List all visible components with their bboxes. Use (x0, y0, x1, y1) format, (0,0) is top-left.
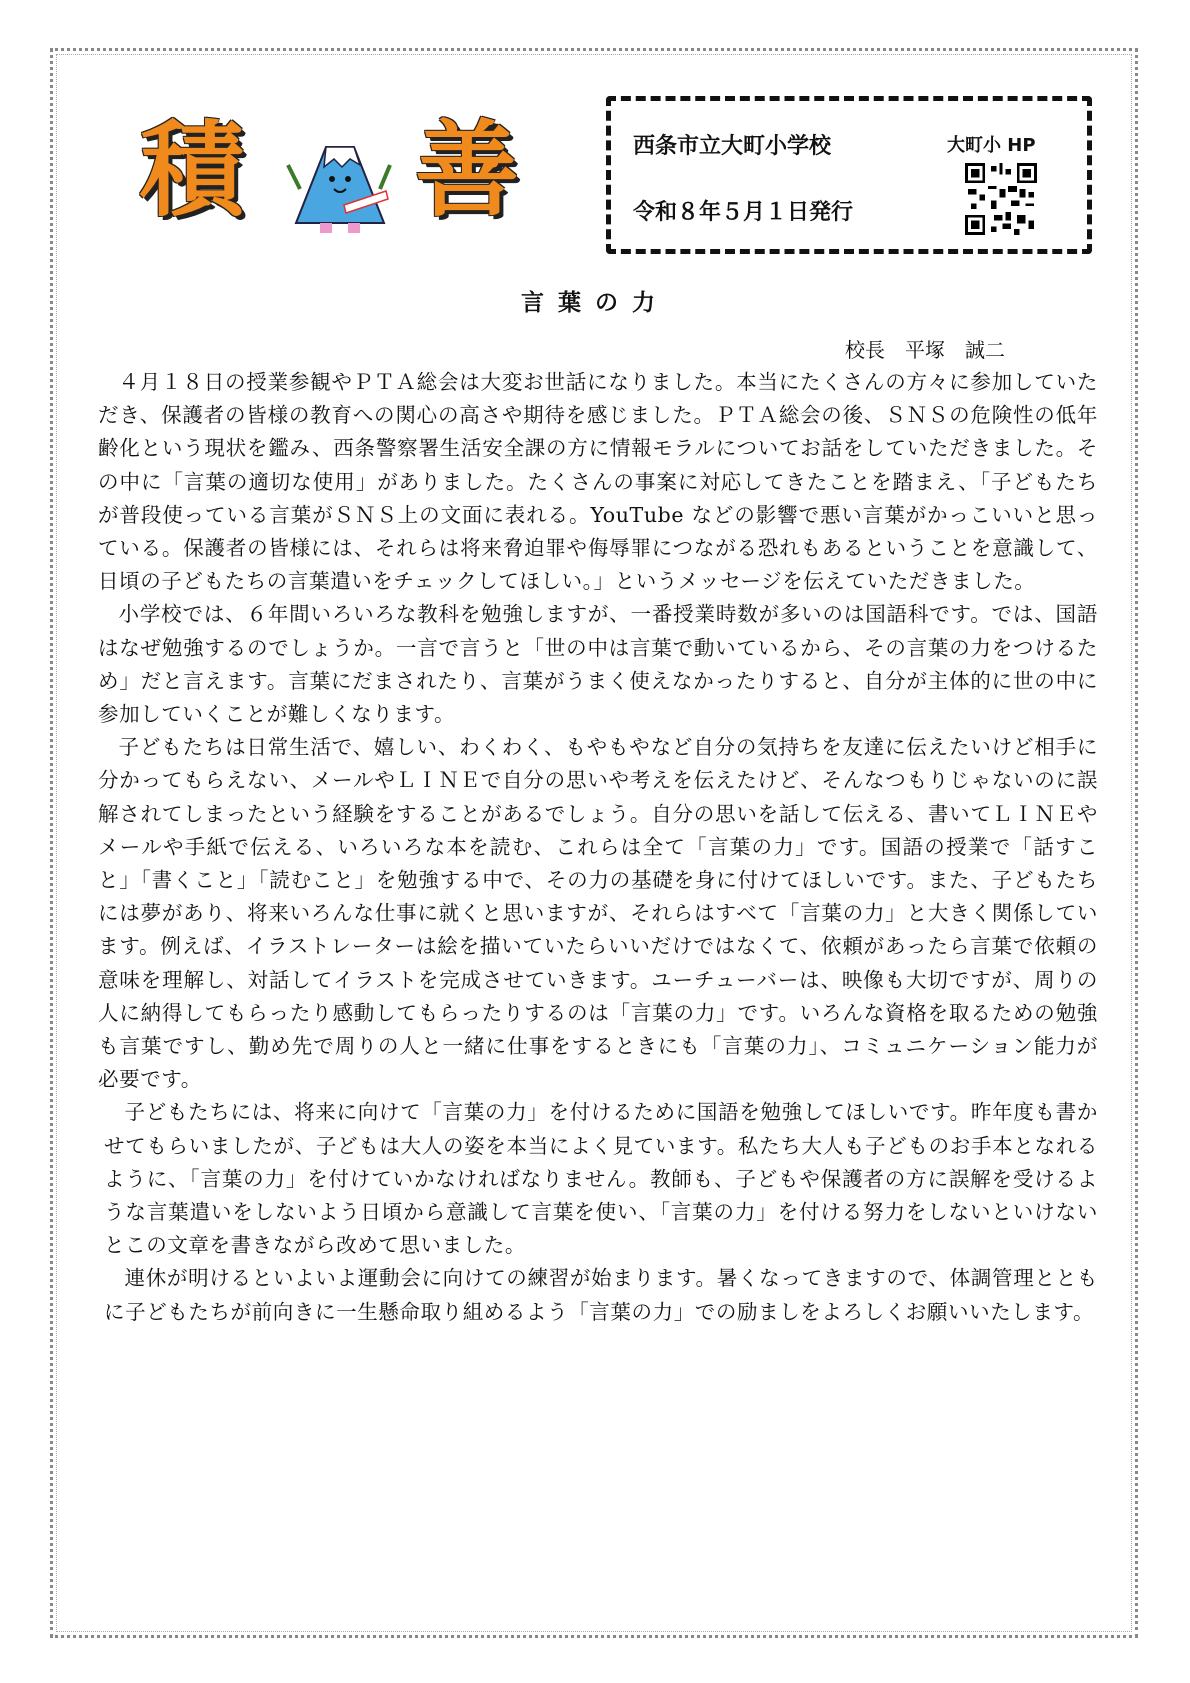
issue-date: 令和８年５月１日発行 (633, 200, 854, 225)
issue-info-box (606, 96, 1092, 254)
newsletter-title-char-1: 積 (140, 109, 245, 231)
article-paragraph: 子どもたちには、将来に向けて「言葉の力」を付けるために国語を勉強してほしいです。昨年度も書かせてもらいましたが、子どもは大人の姿を本当によく見ています。私たち大人も子どものお手本となれるように、「言葉の力」を付けていかなければなりません。教師も、子どもや保護者の方に誤解を受けるような言葉遣いをしないよう日頃から意識して言葉を使い、「言葉の力」を付ける努力をしないといけないとこの文章を書きながら改めて思いました。 (104, 1100, 1098, 1258)
qr-code-icon[interactable] (965, 163, 1037, 235)
article-body (98, 366, 1098, 1329)
article-paragraph: 小学校では、６年間いろいろな教科を勉強しますが、一番授業時数が多いのは国語科です。では、国語はなぜ勉強するのでしょうか。一言で言うと「世の中は言葉で動いているから、その言葉の力をつけるため」だと言えます。言葉にだまされたり、言葉がうまく使えなかったりすると、自分が主体的に世の中に参加していくことが難しくなります。 (98, 602, 1098, 727)
article-paragraph: 連休が明けるといよいよ運動会に向けての練習が始まります。暑くなってきますので、体調管理とともに子どもたちが前向きに一生懸命取り組めるよう「言葉の力」での励ましをよろしくお願いいたします。 (104, 1266, 1098, 1324)
homepage-label: 大町小 HP (947, 135, 1036, 156)
school-name: 西条市立大町小学校 (633, 134, 832, 159)
mountain-mascot-icon (286, 135, 394, 235)
article-title: 言葉の力 (521, 290, 669, 316)
article-paragraph: 子どもたちは日常生活で、嬉しい、わくわく、もやもやなど自分の気持ちを友達に伝えたいけど相手に分かってもらえない、メールやＬＩＮＥで自分の思いや考えを伝えたけど、そんなつもりじゃないのに誤解されてしまったという経験をすることがあるでしょう。自分の思いを話して伝える、書いてＬＩＮＥやメールや手紙で伝える、いろいろな本を読む、これらは全て「言葉の力」です。国語の授業で「話すこと」「書くこと」「読むこと」を勉強する中で、その力の基礎を身に付けてほしいです。また、子どもたちには夢があり、将来いろんな仕事に就くと思いますが、それらはすべて「言葉の力」と大きく関係しています。例えば、イラストレーターは絵を描いていたらいいだけではなくて、依頼があったら言葉で依頼の意味を理解し、対話してイラストを完成させていきます。ユーチューバーは、映像も大切ですが、周りの人に納得してもらったり感動してもらったりするのは「言葉の力」です。いろんな資格を取るための勉強も言葉ですし、勤め先で周りの人と一緒に仕事をするときにも「言葉の力」、コミュニケーション能力が必要です。 (98, 735, 1098, 1092)
article-author: 校長 平塚 誠二 (845, 338, 1005, 362)
newsletter-title-char-2: 善 (415, 109, 520, 231)
article-paragraph: ４月１８日の授業参観やＰＴＡ総会は大変お世話になりました。本当にたくさんの方々に参加していただき、保護者の皆様の教育への関心の高さや期待を感じました。ＰＴＡ総会の後、ＳＮＳの危険性の低年齢化という現状を鑑み、西条警察署生活安全課の方に情報モラルについてお話をしていただきました。その中に「言葉の適切な使用」がありました。たくさんの事案に対応してきたことを踏まえ、「子どもたちが普段使っている言葉がＳＮＳ上の文面に表れる。YouTube などの影響で悪い言葉がかっこいいと思っている。保護者の皆様には、それらは将来脅迫罪や侮辱罪につながる恐れもあるということを意識して、日頃の子どもたちの言葉遣いをチェックしてほしい。」というメッセージを伝えていただきました。 (98, 370, 1098, 594)
